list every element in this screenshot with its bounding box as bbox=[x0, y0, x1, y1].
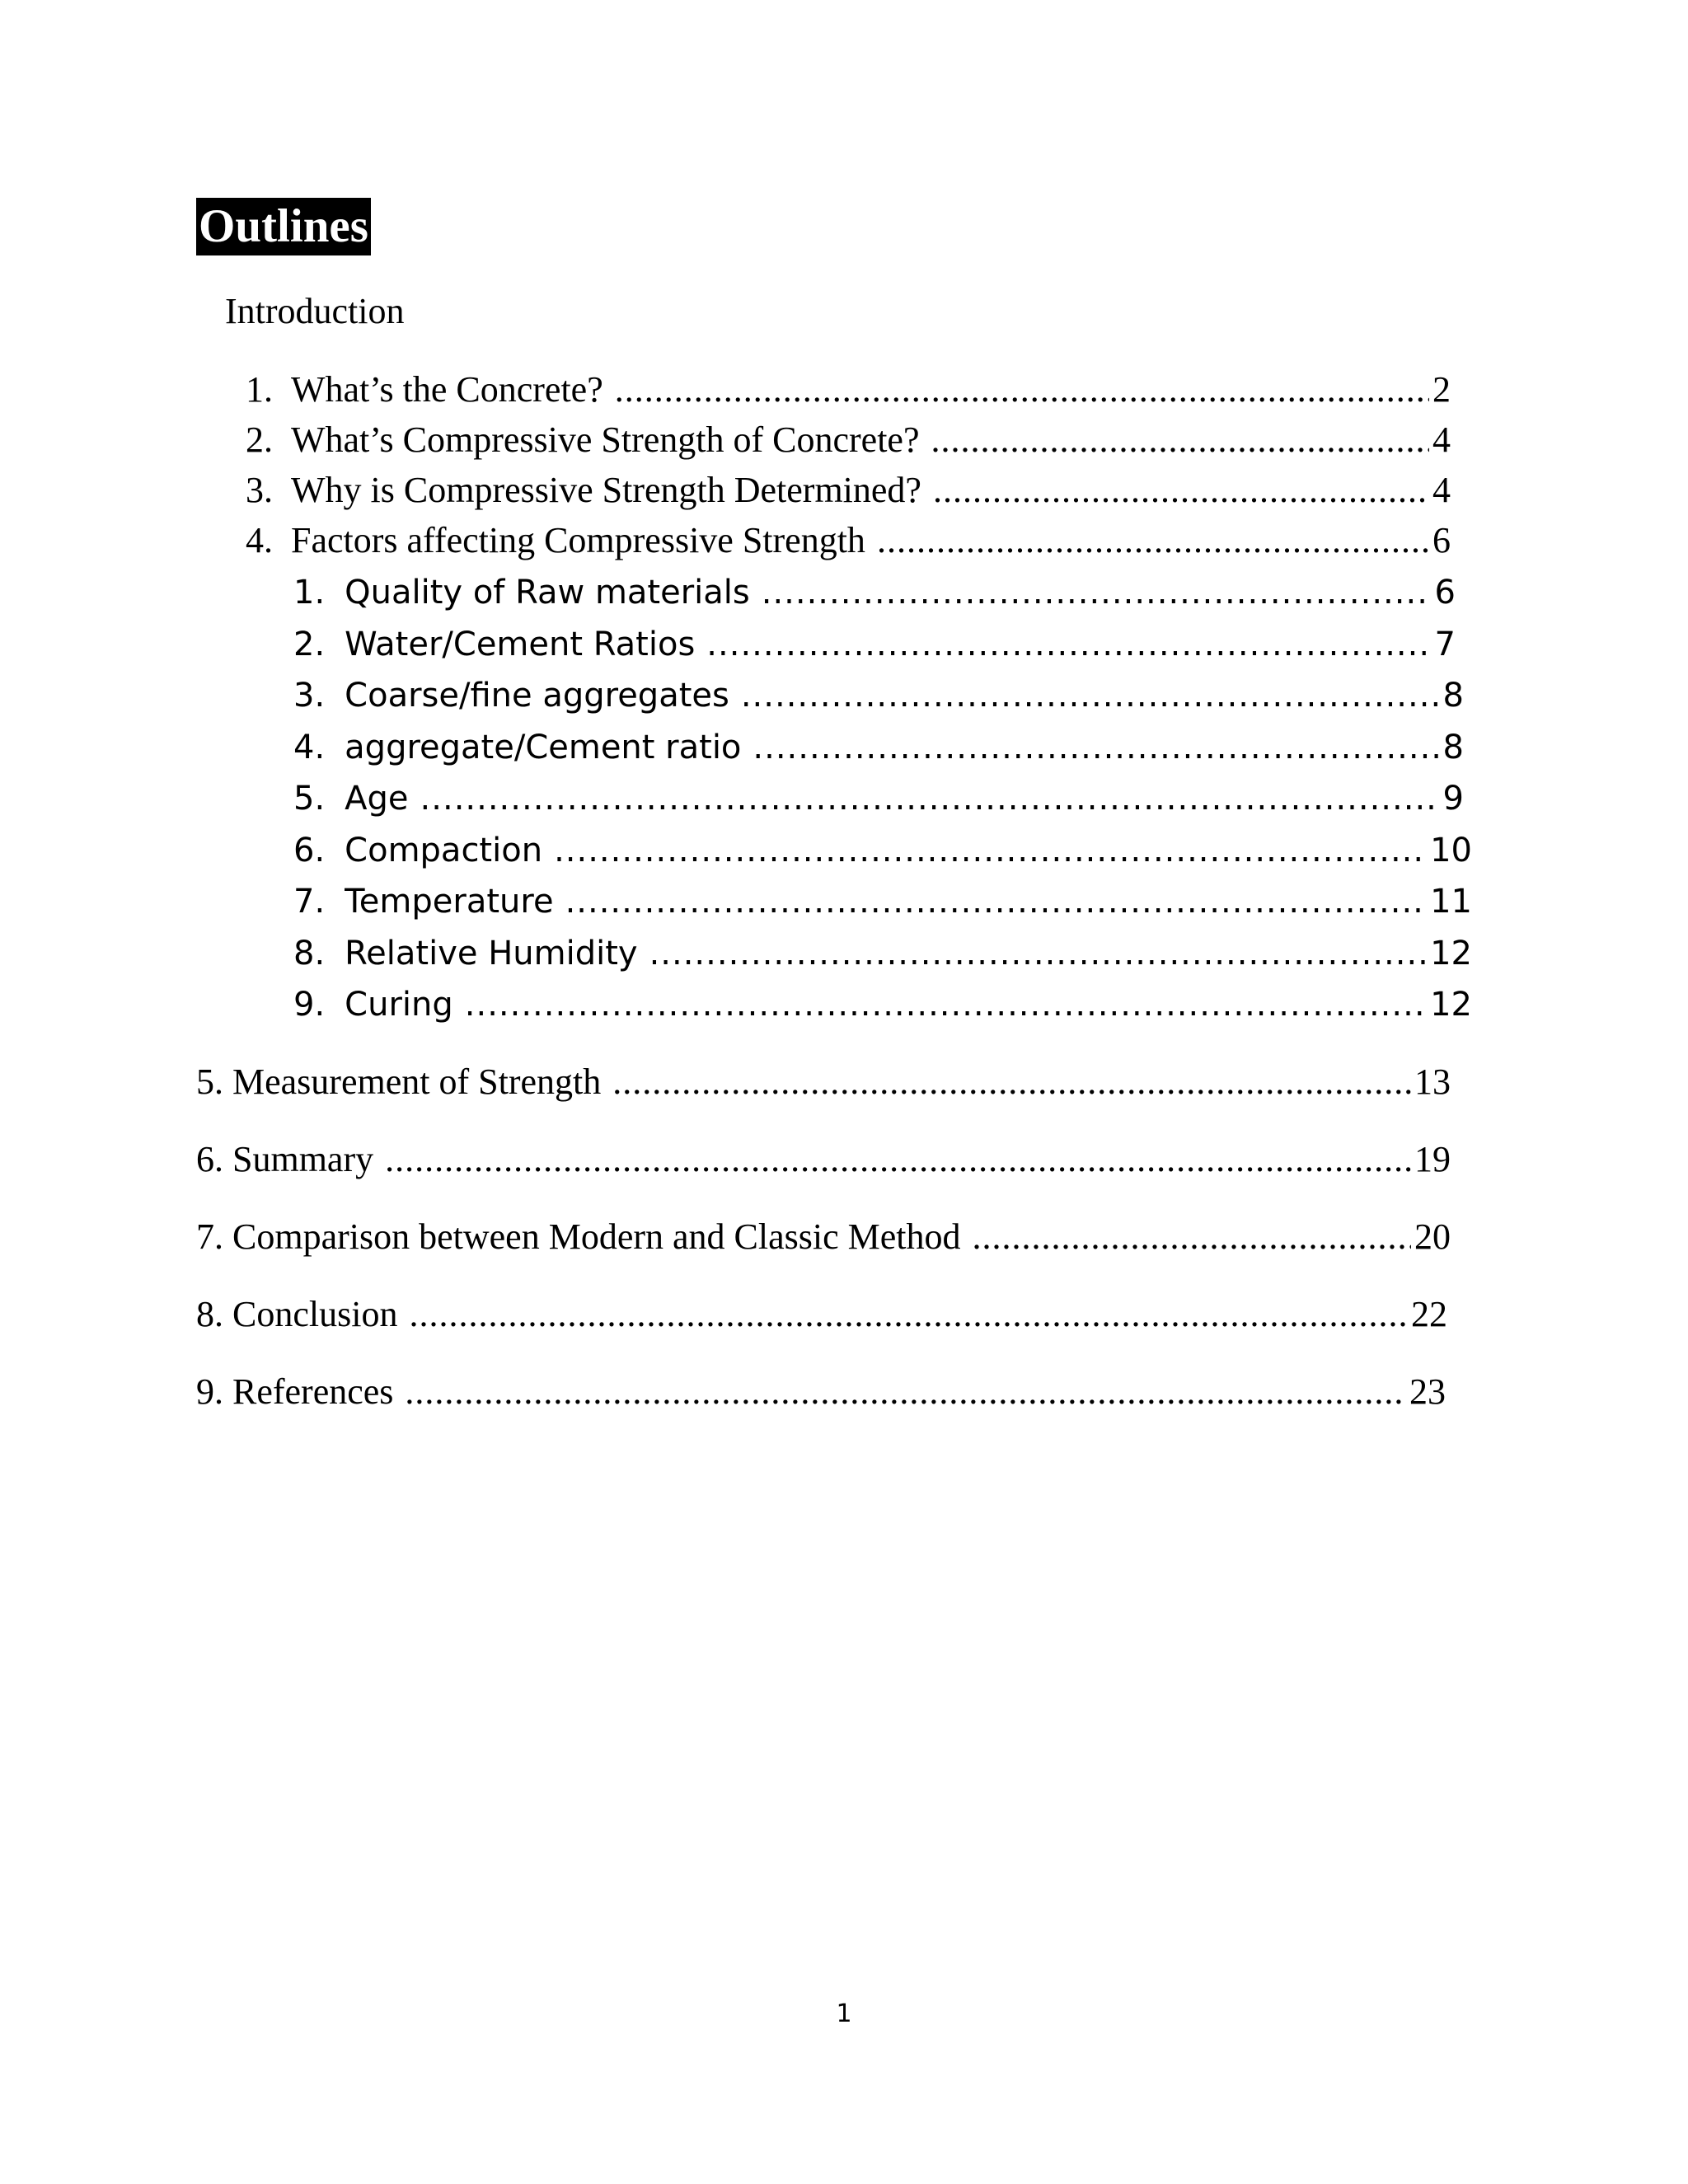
toc-subentry bbox=[293, 569, 1456, 616]
toc-subentry-label: Temperature bbox=[345, 883, 554, 921]
toc-subentry-page: 10 bbox=[1430, 832, 1472, 869]
toc-subentry-page: 12 bbox=[1430, 935, 1472, 972]
dot-leader bbox=[465, 981, 1427, 1029]
toc-main-entry-page: 13 bbox=[1414, 1062, 1451, 1102]
toc-subentry-number: 1. bbox=[293, 574, 326, 612]
toc-subentry-page: 8 bbox=[1442, 677, 1464, 715]
dot-leader bbox=[385, 1136, 1411, 1183]
toc-entry bbox=[246, 466, 1451, 514]
toc-entry-label: What’s the Concrete? bbox=[291, 369, 603, 410]
toc-entry bbox=[246, 517, 1451, 565]
toc-subentry bbox=[293, 621, 1456, 668]
dot-leader bbox=[409, 1291, 1408, 1338]
toc-entry-page: 2 bbox=[1432, 369, 1451, 410]
toc-subentry-number: 7. bbox=[293, 883, 326, 921]
toc-subentry-page: 7 bbox=[1434, 626, 1456, 663]
toc-main-entry-page: 23 bbox=[1409, 1371, 1446, 1412]
toc-entry-number: 4. bbox=[246, 520, 273, 560]
toc-subentry-label: Water/Cement Ratios bbox=[345, 626, 696, 663]
toc-main-entry bbox=[196, 1058, 1451, 1106]
toc-entry-number: 1. bbox=[246, 369, 273, 410]
dot-leader bbox=[877, 517, 1429, 565]
toc-subentry-label: Quality of Raw materials bbox=[345, 574, 750, 612]
toc-subentry-number: 6. bbox=[293, 832, 326, 869]
page-number: 1 bbox=[836, 1999, 852, 2028]
toc-entry-page: 4 bbox=[1432, 419, 1451, 460]
dot-leader bbox=[649, 930, 1428, 977]
toc-entry-label: What’s Compressive Strength of Concrete? bbox=[291, 419, 920, 460]
toc-subentry-page: 12 bbox=[1430, 986, 1472, 1024]
toc-subentry-label: Age bbox=[345, 780, 409, 818]
toc-main-entry bbox=[196, 1213, 1451, 1261]
dot-leader bbox=[615, 366, 1429, 414]
dot-leader bbox=[565, 878, 1428, 926]
toc-subentry-label: Coarse/fine aggregates bbox=[345, 677, 729, 715]
toc-subentry bbox=[293, 672, 1464, 719]
toc-main-entry-page: 19 bbox=[1414, 1139, 1451, 1179]
toc-subentry-label: Compaction bbox=[345, 832, 543, 869]
toc-subentry-page: 8 bbox=[1442, 729, 1464, 766]
toc-main-entry-label: 6. Summary bbox=[196, 1139, 374, 1179]
toc-main-entry-page: 22 bbox=[1411, 1294, 1447, 1334]
toc-subentry-number: 5. bbox=[293, 780, 326, 818]
toc-entry-number: 2. bbox=[246, 419, 273, 460]
toc-entry-label: Factors affecting Compressive Strength bbox=[291, 520, 865, 560]
toc-entry-label: Why is Compressive Strength Determined? bbox=[291, 470, 921, 510]
toc-subentry-label: Relative Humidity bbox=[345, 935, 638, 972]
toc-subentry-number: 8. bbox=[293, 935, 326, 972]
toc-subentry bbox=[293, 878, 1472, 926]
dot-leader bbox=[706, 621, 1431, 668]
toc-introduction: Introduction bbox=[225, 291, 405, 331]
toc-entry bbox=[246, 416, 1451, 464]
toc-subentry-page: 6 bbox=[1434, 574, 1456, 612]
dot-leader bbox=[554, 827, 1427, 874]
toc-subentry-number: 2. bbox=[293, 626, 326, 663]
toc-subentry-page: 9 bbox=[1442, 780, 1464, 818]
toc-main-entry-page: 20 bbox=[1414, 1216, 1451, 1257]
toc-main-entry-label: 9. References bbox=[196, 1371, 394, 1412]
dot-leader bbox=[762, 569, 1432, 616]
dot-leader bbox=[420, 775, 1440, 823]
toc-entry-page: 6 bbox=[1432, 520, 1451, 560]
toc-subentry-number: 9. bbox=[293, 986, 326, 1024]
page-title: Outlines bbox=[196, 198, 371, 255]
toc-main-entry-label: 8. Conclusion bbox=[196, 1294, 398, 1334]
toc-main-entry bbox=[196, 1136, 1451, 1183]
toc-entry-number: 3. bbox=[246, 470, 273, 510]
toc-subentry-page: 11 bbox=[1430, 883, 1472, 921]
dot-leader bbox=[973, 1213, 1411, 1261]
dot-leader bbox=[612, 1058, 1411, 1106]
toc-subentry bbox=[293, 775, 1464, 823]
toc-main-entry-label: 5. Measurement of Strength bbox=[196, 1062, 602, 1102]
toc-main-entry-label: 7. Comparison between Modern and Classic Method bbox=[196, 1216, 961, 1257]
dot-leader bbox=[405, 1368, 1406, 1416]
dot-leader bbox=[741, 672, 1440, 719]
dot-leader bbox=[753, 724, 1439, 771]
toc-subentry bbox=[293, 827, 1472, 874]
toc-main-entry bbox=[196, 1291, 1447, 1338]
toc-subentry-number: 4. bbox=[293, 729, 326, 766]
toc-subentry bbox=[293, 981, 1472, 1029]
toc-entry-page: 4 bbox=[1432, 470, 1451, 510]
toc-subentry-label: Curing bbox=[345, 986, 453, 1024]
toc-main-entry bbox=[196, 1368, 1446, 1416]
toc-subentry bbox=[293, 724, 1464, 771]
toc-subentry bbox=[293, 930, 1472, 977]
dot-leader bbox=[933, 466, 1429, 514]
toc-subentry-number: 3. bbox=[293, 677, 326, 715]
toc-entry bbox=[246, 366, 1451, 414]
toc-subentry-label: aggregate/Cement ratio bbox=[345, 729, 742, 766]
dot-leader bbox=[931, 416, 1429, 464]
